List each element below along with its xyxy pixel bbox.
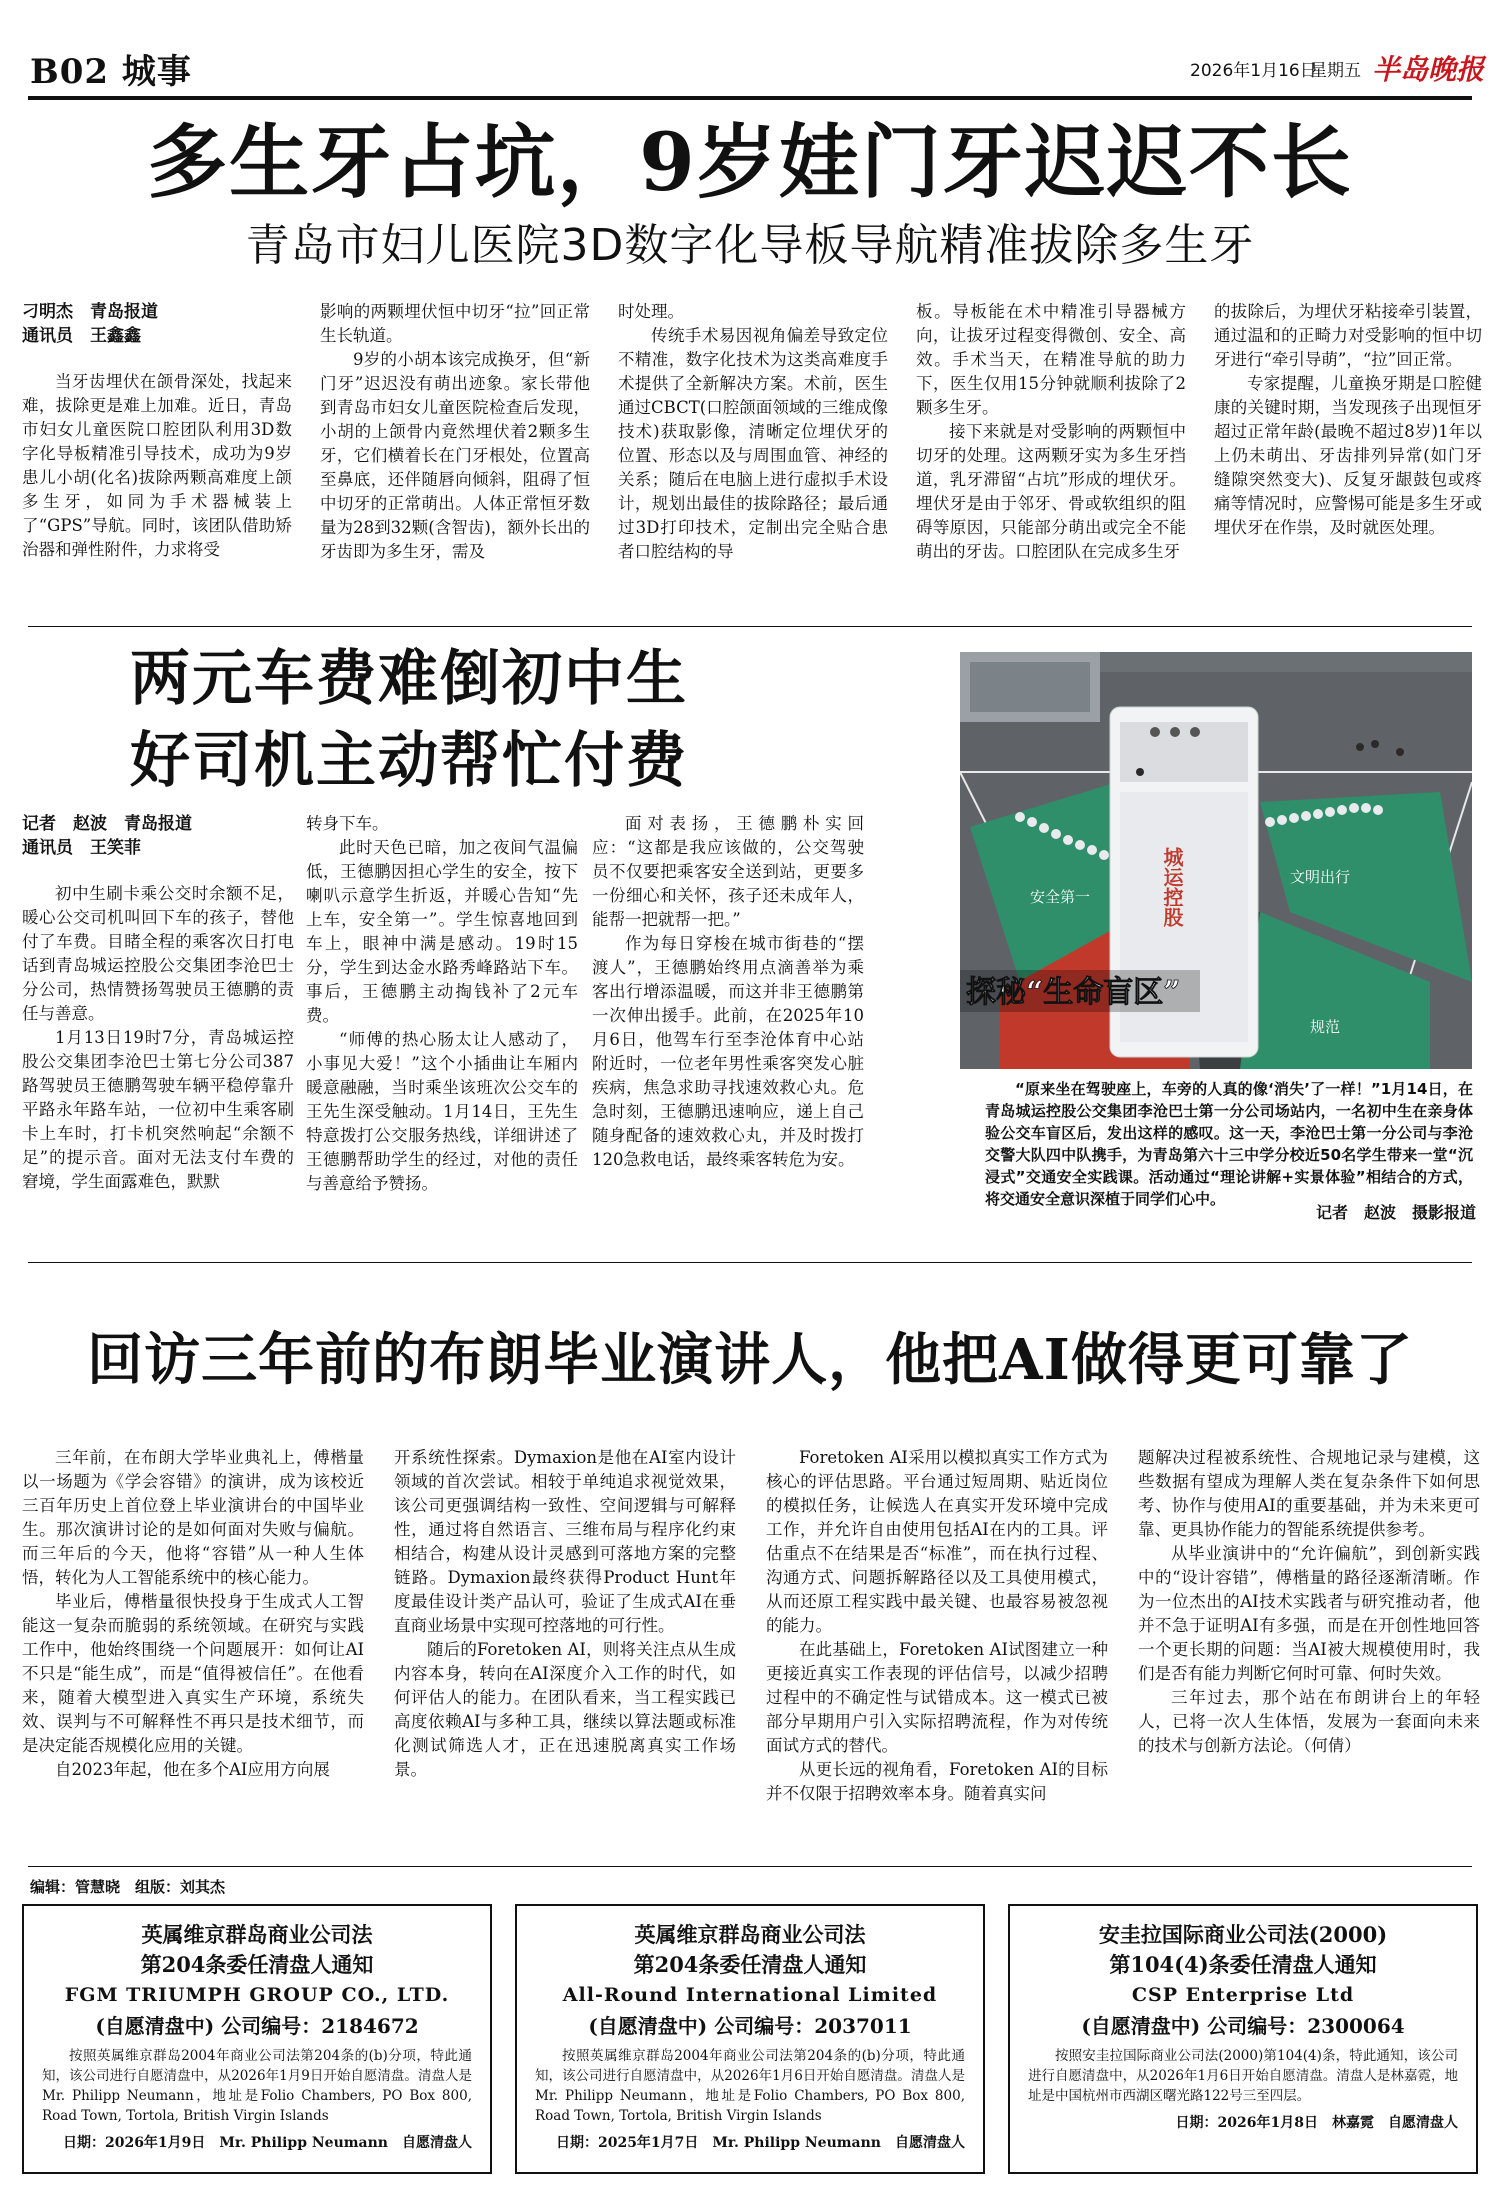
article1-column-2 — [320, 300, 590, 606]
legal-notice-1 — [22, 1904, 492, 2174]
paragraph: 接下来就是对受影响的两颗恒中切牙的处理。这两颗牙实为多生牙挡道，乳牙滞留“占坑”形成的埋伏牙。埋伏牙是由于邻牙、骨或软组织的阻碍等原因，只能部分萌出或完全不能萌出的牙齿。口腔团队在完成多生牙 — [916, 422, 1186, 561]
notice-status-row — [42, 2010, 472, 2042]
paragraph: 作为每日穿梭在城市街巷的“摆渡人”，王德鹏始终用点滴善举为乘客出行增添温暖，而这并非王德鹏第一次伸出援手。此前，在2025年10月6日，他驾车行至李沧体育中心站附近时，一位老年男性乘客突发心脏疾病，焦急求助寻找速效救心丸。危急时刻，王德鹏迅速响应，递上自己随身配备的速效救心丸，并及时拨打120急救电话，最终乘客转危为安。 — [592, 934, 864, 1169]
article1-subheadline: 青岛市妇儿医院3D数字化导板导航精准拔除多生牙 — [245, 220, 1255, 271]
notice-signature: 日期：2026年1月9日 Mr. Philipp Neumann 自愿清盘人 — [62, 2135, 472, 2151]
notice-company: All-Round International Limited — [562, 1984, 938, 2006]
paragraph: 此时天色已暗，加之夜间气温偏低，王德鹏因担心学生的安全，按下喇叭示意学生折返，并暖心告知“先上车，安全第一”。学生惊喜地回到车上，眼神中满是感动。19时15分，学生到达金水路秀峰路站下车。事后，王德鹏主动掏钱补了2元车费。 — [306, 838, 578, 1025]
paragraph: 面对表扬，王德鹏朴实回应：“这都是我应该做的，公交驾驶员不仅要把乘客安全送到站，更要多一份细心和关怀，孩子还未成年人，能帮一把就帮一把。” — [592, 814, 864, 929]
notice-body — [1028, 2046, 1458, 2106]
article3-column-2 — [394, 1446, 736, 1806]
notice-text: 按照安圭拉国际商业公司法(2000)第104(4)条，特此通知，该公司进行自愿清盘中，从2026年1月6日开始自愿清盘。清盘人是林嘉霓，地址是中国杭州市西湖区曙光路122号三至四层。 — [1028, 2048, 1458, 2104]
paragraph: 毕业后，傅楷量很快投身于生成式人工智能这一复杂而脆弱的系统领域。在研究与实践工作中，他始终围绕一个问题展开：如何让AI不只是“能生成”，而是“值得被信任”。在他看来，随着大模型进入真实生产环境，系统失效、误判与不可解释性不再只是技术细节，而是决定能否规模化应用的关键。 — [22, 1592, 364, 1755]
headline-line: 两元车费难倒初中生 — [130, 644, 688, 714]
notice-number: 2300064 — [1307, 2014, 1405, 2038]
headline-line: 好司机主动帮忙付费 — [130, 726, 688, 796]
paragraph: 转身下车。 — [306, 814, 389, 833]
article1-byline — [22, 300, 292, 348]
ground-marking-text: 安全第一 — [1030, 888, 1091, 906]
paragraph: 开系统性探索。Dymaxion是他在AI室内设计领域的首次尝试。相较于单纯追求视觉效果，该公司更强调结构一致性、空间逻辑与可解释性，通过将自然语言、三维布局与程序化约束相结合，构建从设计灵感到可落地方案的完整链路。Dymaxion最终获得Product Hunt年度最佳设计类产品认可，验证了生成式AI在垂直商业场景中实现可控落地的可行性。 — [394, 1448, 736, 1635]
paragraph: 随后的Foretoken AI，则将关注点从生成内容本身，转向在AI深度介入工作的时代，如何评估人的能力。在团队看来，当工程实践已高度依赖AI与多种工具，继续以算法题或标准化测试筛选人才，正在迅速脱离真实工作场景。 — [394, 1640, 736, 1779]
notice-signature: 日期：2026年1月8日 林嘉霓 自愿清盘人 — [1175, 2115, 1458, 2131]
notice-body — [535, 2046, 965, 2126]
article3-column-1 — [22, 1446, 364, 1806]
paragraph: 在此基础上，Foretoken AI试图建立一种更接近真实工作表现的评估信号，以减少招聘过程中的不确定性与试错成本。这一模式已被部分早期用户引入实际招聘流程，作为对传统面试方式的替代。 — [766, 1640, 1108, 1755]
newspaper-logo: 半岛晚报 — [1372, 53, 1485, 86]
paragraph: 题解决过程被系统性、合规地记录与建模，这些数据有望成为理解人类在复杂条件下如何思考、协作与使用AI的重要基础，并为未来更可靠、更具协作能力的智能系统提供参考。 — [1138, 1448, 1480, 1539]
notice-number-label: 公司编号： — [221, 2014, 322, 2038]
paragraph: “师傅的热心肠太让人感动了，小事见大爱！”这个小插曲让车厢内暖意融融，当时乘坐该班次公交车的王先生深受触动。1月14日，王先生特意拨打公交服务热线，详细讲述了王德鹏帮助学生的经过，对他的责任与善意给予赞扬。 — [306, 1030, 578, 1193]
article1-column-4 — [916, 300, 1186, 606]
paragraph: 专家提醒，儿童换牙期是口腔健康的关键时期，当发现孩子出现恒牙超过正常年龄(最晚不超过8岁)1年以上仍未萌出、牙齿排列异常(如门牙缝隙突然变大)、反复牙龈鼓包或疼痛等情况时，应警惕可能是多生牙或埋伏牙在作祟，及时就医处理。 — [1214, 374, 1482, 537]
paragraph: 影响的两颗埋伏恒中切牙“拉”回正常生长轨道。 — [320, 302, 590, 345]
byline-correspondent: 通讯员 王鑫鑫 — [22, 326, 141, 346]
paragraph: 时处理。 — [618, 302, 684, 321]
caption-text: “原来坐在驾驶座上，车旁的人真的像‘消失’了一样！”1月14日，在青岛城运控股公交集团李沧巴士第一分公司场站内，一名初中生在亲身体验公交车盲区后，发出这样的感叹。这一天，李沧巴士第一分公司与李沧交警大队四中队携手，为青岛第六十三中学分校近50名学生带来一堂“沉浸式”交通安全实践课。活动通过“理论讲解+实景体验”相结合的方式，将交通安全意识深植于同学们心中。 — [985, 1080, 1473, 1208]
notice-company: FGM TRIUMPH GROUP CO., LTD. — [64, 1984, 450, 2006]
paragraph: 三年前，在布朗大学毕业典礼上，傅楷量以一场题为《学会容错》的演讲，成为该校近三百年历史上首位登上毕业演讲台的中国毕业生。那次演讲讨论的是如何面对失败与偏航。而三年后的今天，他将“容错”从一种人生体悟，转化为人工智能系统中的核心能力。 — [22, 1448, 364, 1587]
paragraph: 板。导板能在术中精准引导器械方向，让拔牙过程变得微创、安全、高效。手术当天，在精准导航的助力下，医生仅用15分钟就顺利拔除了2颗多生牙。 — [916, 302, 1186, 417]
paragraph: 9岁的小胡本该完成换牙，但“新门牙”迟迟没有萌出迹象。家长带他到青岛市妇女儿童医院检查后发现，小胡的上颌骨内竟然埋伏着2颗多生牙，它们横着长在门牙根处，位置高至鼻底，还伴随唇向倾斜，阻碍了恒中切牙的正常萌出。人体正常恒牙数量为28到32颗(含智齿)，额外长出的牙齿即为多生牙，需及 — [320, 350, 590, 561]
legal-notice-3 — [1008, 1904, 1478, 2174]
notice-title: 英属维京群岛商业公司法 — [141, 1922, 373, 1947]
ground-marking-text: 规范 — [1310, 1018, 1341, 1036]
paragraph: 1月13日19时7分，青岛城运控股公交集团李沧巴士第七分公司387路驾驶员王德鹏驾驶车辆平稳停靠升平路永年路车站，一位初中生乘客刷卡上车时，打卡机突然响起“余额不足”的提示音。面对无法支付车费的窘境，学生面露难色，默默 — [22, 1028, 294, 1191]
photo-credit: 记者 赵波 摄影报道 — [1316, 1203, 1477, 1222]
notice-number: 2037011 — [814, 2014, 912, 2038]
notice-text: 按照英属维京群岛2004年商业公司法第204条的(b)分项，特此通知，该公司进行自愿清盘中，从2026年1月9日开始自愿清盘。清盘人是Mr. Philipp Neumann，地址是Folio Chambers, PO Box 800, Road Town, Tortola, British Virgin Islands — [42, 2048, 472, 2124]
byline-reporter: 刁明杰 青岛报道 — [22, 302, 158, 322]
notice-title: 安圭拉国际商业公司法(2000) — [1098, 1922, 1388, 1947]
section-label: B02 城事 — [30, 52, 192, 92]
notice-title: 第204条委任清盘人通知 — [140, 1952, 374, 1977]
bus-roof-text: 城运控股 — [1160, 847, 1184, 927]
notice-number-label: 公司编号： — [1207, 2014, 1308, 2038]
masthead-rule — [28, 96, 1472, 100]
issue-date: 2026年1月16日 — [1190, 61, 1317, 81]
notice-status-row — [1028, 2010, 1458, 2042]
notice-signature: 日期：2025年1月7日 Mr. Philipp Neumann 自愿清盘人 — [555, 2135, 965, 2151]
news-photo — [960, 652, 1472, 1069]
paragraph: 初中生刷卡乘公交时余额不足，暖心公交司机叫回下车的孩子，替他付了车费。目睹全程的乘客次日打电话到青岛城运控股公交集团李沧巴士分公司，热情赞扬驾驶员王德鹏的责任与善意。 — [22, 884, 294, 1023]
section-divider — [28, 626, 1472, 627]
notice-title: 第104(4)条委任清盘人通知 — [1109, 1952, 1377, 1977]
article2-byline — [22, 812, 292, 860]
notice-status-row — [535, 2010, 965, 2042]
editor-credits: 编辑：管慧晓 组版：刘其杰 — [30, 1878, 226, 1896]
paragraph: Foretoken AI采用以模拟真实工作方式为核心的评估思路。平台通过短周期、贴近岗位的模拟任务，让候选人在真实开发环境中完成工作，并允许自由使用包括AI在内的工具。评估重点不在结果是否“标准”，而在执行过程、沟通方式、问题拆解路径以及工具使用模式，从而还原工程实践中最关键、也最容易被忽视的能力。 — [766, 1448, 1108, 1635]
section-divider — [28, 1262, 1472, 1263]
paragraph: 从毕业演讲中的“允许偏航”，到创新实践中的“设计容错”，傅楷量的路径逐渐清晰。作为一位杰出的AI技术实践者与研究推动者，他并不急于证明AI有多强，而是在开创性地回答一个更长期的问题：当AI被大规模使用时，我们是否有能力判断它何时可靠、何时失效。 — [1138, 1544, 1480, 1683]
issue-weekday: 星期五 — [1310, 61, 1361, 81]
paragraph: 三年过去，那个站在布朗讲台上的年轻人，已将一次人生体悟，发展为一套面向未来的技术与创新方法论。（何倩） — [1138, 1688, 1480, 1755]
photo-overlay-title: 探秘“生命盲区” — [966, 975, 1181, 1010]
photo-caption — [985, 1078, 1473, 1210]
article1-column-5 — [1214, 300, 1482, 606]
paragraph: 传统手术易因视角偏差导致定位不精准，数字化技术为这类高难度手术提供了全新解决方案。术前，医生通过CBCT(口腔颌面领域的三维成像技术)获取影像，清晰定位埋伏牙的位置、形态以及与周围血管、神经的关系；随后在电脑上进行虚拟手术设计，规划出最佳的拔除路径；最后通过3D打印技术，定制出完全贴合患者口腔结构的导 — [618, 326, 888, 561]
legal-notice-2 — [515, 1904, 985, 2174]
article3-column-3 — [766, 1446, 1108, 1806]
byline-reporter: 记者 赵波 青岛报道 — [22, 814, 192, 834]
article3-column-4 — [1138, 1446, 1480, 1806]
article2-column-3 — [592, 812, 864, 1242]
notice-text: 按照英属维京群岛2004年商业公司法第204条的(b)分项，特此通知，该公司进行自愿清盘中，从2026年1月6日开始自愿清盘。清盘人是Mr. Philipp Neumann，地址是Folio Chambers, PO Box 800, Road Town, Tortola, British Virgin Islands — [535, 2048, 965, 2124]
notice-body — [42, 2046, 472, 2126]
article1-headline: 多生牙占坑，9岁娃门牙迟迟不长 — [147, 115, 1353, 209]
notice-company: CSP Enterprise Ltd — [1131, 1984, 1355, 2006]
notice-status: (自愿清盘中) — [1081, 2014, 1201, 2038]
notice-status: (自愿清盘中) — [588, 2014, 708, 2038]
notice-number: 2184672 — [321, 2014, 419, 2038]
paragraph: 自2023年起，他在多个AI应用方向展 — [55, 1760, 330, 1779]
notice-title: 英属维京群岛商业公司法 — [634, 1922, 866, 1947]
byline-correspondent: 通讯员 王笑菲 — [22, 838, 141, 858]
notice-title: 第204条委任清盘人通知 — [633, 1952, 867, 1977]
paragraph: 的拔除后，为埋伏牙粘接牵引装置，通过温和的正畸力对受影响的恒中切牙进行“牵引导萌”，“拉”回正常。 — [1214, 302, 1482, 369]
ground-marking-text: 文明出行 — [1290, 868, 1351, 886]
article2-column-1 — [22, 882, 294, 1242]
article2-column-2 — [306, 812, 578, 1242]
article1-column-3 — [618, 300, 888, 606]
footer-divider — [28, 1866, 1472, 1867]
article3-headline: 回访三年前的布朗毕业演讲人，他把AI做得更可靠了 — [87, 1327, 1413, 1393]
notice-number-label: 公司编号： — [714, 2014, 815, 2038]
notice-status: (自愿清盘中) — [95, 2014, 215, 2038]
paragraph: 从更长远的视角看，Foretoken AI的目标并不仅限于招聘效率本身。随着真实问 — [766, 1760, 1108, 1803]
article1-column-1 — [22, 370, 292, 606]
paragraph: 当牙齿埋伏在颌骨深处，找起来难，拔除更是难上加难。近日，青岛市妇女儿童医院口腔团队利用3D数字化导板精准引导技术，成功为9岁患儿小胡(化名)拔除两颗高难度上颌多生牙，如同为手术器械装上了“GPS”导航。同时，该团队借助矫治器和弹性附件，力求将受 — [22, 372, 292, 559]
article2-headline — [130, 638, 688, 802]
